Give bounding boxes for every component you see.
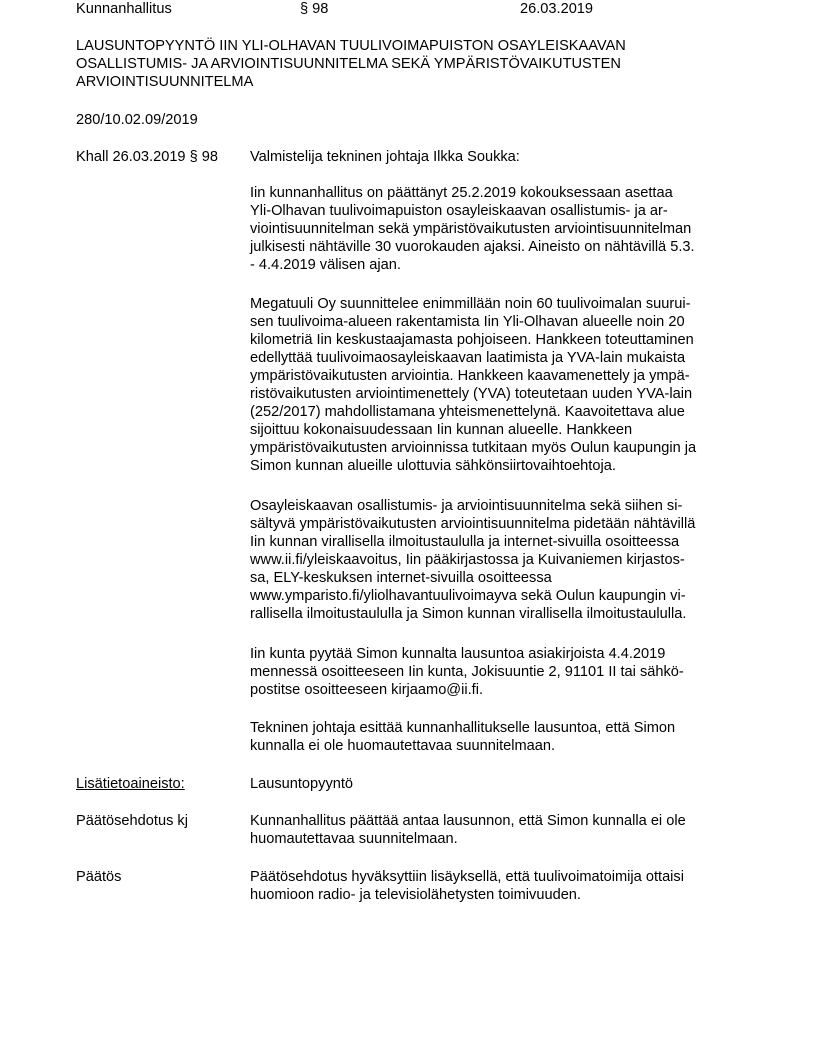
text-line: sa, ELY-keskuksen internet-sivuilla osoitteessa — [250, 570, 552, 586]
text-line: (252/2017) mahdollistamana yhteismenettelynä. Kaavoitettava alue — [250, 404, 685, 420]
text-line: - 4.4.2019 välisen ajan. — [250, 257, 401, 273]
title-line: ARVIOINTISUUNNITELMA — [76, 74, 254, 90]
text-line: Simon kunnan alueille ulottuvia sähkönsiirtovaihtoehtoja. — [250, 458, 616, 474]
preparer-line: Valmistelija tekninen johtaja Ilkka Soukka: — [250, 149, 520, 165]
text-line: postitse osoitteeseen kirjaamo@ii.fi. — [250, 682, 484, 698]
header-organ: Kunnanhallitus — [76, 1, 172, 17]
title-line: LAUSUNTOPYYNTÖ IIN YLI-OLHAVAN TUULIVOIMAPUISTON OSAYLEISKAAVAN — [76, 38, 626, 54]
text-line: sältyvä ympäristövaikutusten arviointisuunnitelma pidetään nähtävillä — [250, 516, 696, 532]
text-line: Osayleiskaavan osallistumis- ja arviointisuunnitelma sekä siihen si- — [250, 498, 683, 514]
text-line: www.ymparisto.fi/yliolhavantuulivoimayva sekä Oulun kaupungin vi- — [250, 588, 686, 604]
text-line: ristövaikutusten arviointimenettely (YVA) toteutetaan uuden YVA-lain — [250, 386, 693, 402]
document-title — [76, 37, 756, 91]
text-line: edellyttää tuulivoimaosayleiskaavan laatimista ja YVA-lain mukaista — [250, 350, 686, 366]
text-line: kunnalla ei ole huomautettavaa suunnitelmaan. — [250, 738, 556, 754]
text-line: sijoittuu kokonaisuudessaan Iin kunnan alueelle. Hankkeen — [250, 422, 633, 438]
text-line: Iin kunnanhallitus on päättänyt 25.2.2019 kokouksessaan asettaa — [250, 185, 673, 201]
text-line: mennessä osoitteeseen Iin kunta, Jokisuuntie 2, 91101 II tai sähkö- — [250, 664, 684, 680]
header-section: § 98 — [300, 1, 329, 17]
decision-text — [250, 868, 750, 904]
text-line: rallisella ilmoitustaululla ja Simon kunnan virallisella ilmoitustaululla. — [250, 606, 687, 622]
header-date: 26.03.2019 — [520, 1, 594, 17]
decision-label: Päätös — [76, 869, 122, 885]
text-line: ympäristövaikutusten arvioinnissa tutkitaan myös Oulun kaupungin ja — [250, 440, 697, 456]
text-line: Megatuuli Oy suunnittelee enimmillään noin 60 tuulivoimalan suurui- — [250, 296, 691, 312]
text-line: Kunnanhallitus päättää antaa lausunnon, että Simon kunnalla ei ole — [250, 813, 686, 829]
text-line: kilometriä Iin keskustaajamasta pohjoiseen. Hankkeen toteuttaminen — [250, 332, 694, 348]
text-line: huomautettavaa suunnitelmaan. — [250, 831, 458, 847]
text-line: Tekninen johtaja esittää kunnanhallitukselle lausuntoa, että Simon — [250, 720, 676, 736]
extra-info-label: Lisätietoaineisto: — [76, 776, 185, 792]
text-line: www.ii.fi/yleiskaavoitus, Iin pääkirjastossa ja Kuivaniemen kirjastos- — [250, 552, 685, 568]
text-line: sen tuulivoima-alueen rakentamista Iin Yli-Olhavan alueelle noin 20 — [250, 314, 685, 330]
extra-info-value: Lausuntopyyntö — [250, 776, 354, 792]
text-line: Päätösehdotus hyväksyttiin lisäyksellä, että tuulivoimatoimija ottaisi — [250, 869, 684, 885]
text-line: huomioon radio- ja televisiolähetysten toimivuuden. — [250, 887, 581, 903]
text-line: viointisuunnitelman sekä ympäristövaikutusten arviointisuunnitelman — [250, 221, 692, 237]
text-line: julkisesti nähtäville 30 vuorokauden ajaksi. Aineisto on nähtävillä 5.3. — [250, 239, 695, 255]
meeting-reference: Khall 26.03.2019 § 98 — [76, 149, 219, 165]
text-line: Iin kunta pyytää Simon kunnalta lausuntoa asiakirjoista 4.4.2019 — [250, 646, 666, 662]
proposal-text — [250, 812, 750, 848]
text-line: ympäristövaikutusten arviointia. Hankkeen kaavamenettely ja ympä- — [250, 368, 690, 384]
text-line: Yli-Olhavan tuulivoimapuiston osayleiskaavan osallistumis- ja ar- — [250, 203, 668, 219]
text-line: Iin kunnan virallisella ilmoitustaululla ja internet-sivuilla osoitteessa — [250, 534, 680, 550]
title-line: OSALLISTUMIS- JA ARVIOINTISUUNNITELMA SEKÄ YMPÄRISTÖVAIKUTUSTEN — [76, 56, 621, 72]
diary-number: 280/10.02.09/2019 — [76, 112, 198, 128]
proposal-label: Päätösehdotus kj — [76, 813, 188, 829]
